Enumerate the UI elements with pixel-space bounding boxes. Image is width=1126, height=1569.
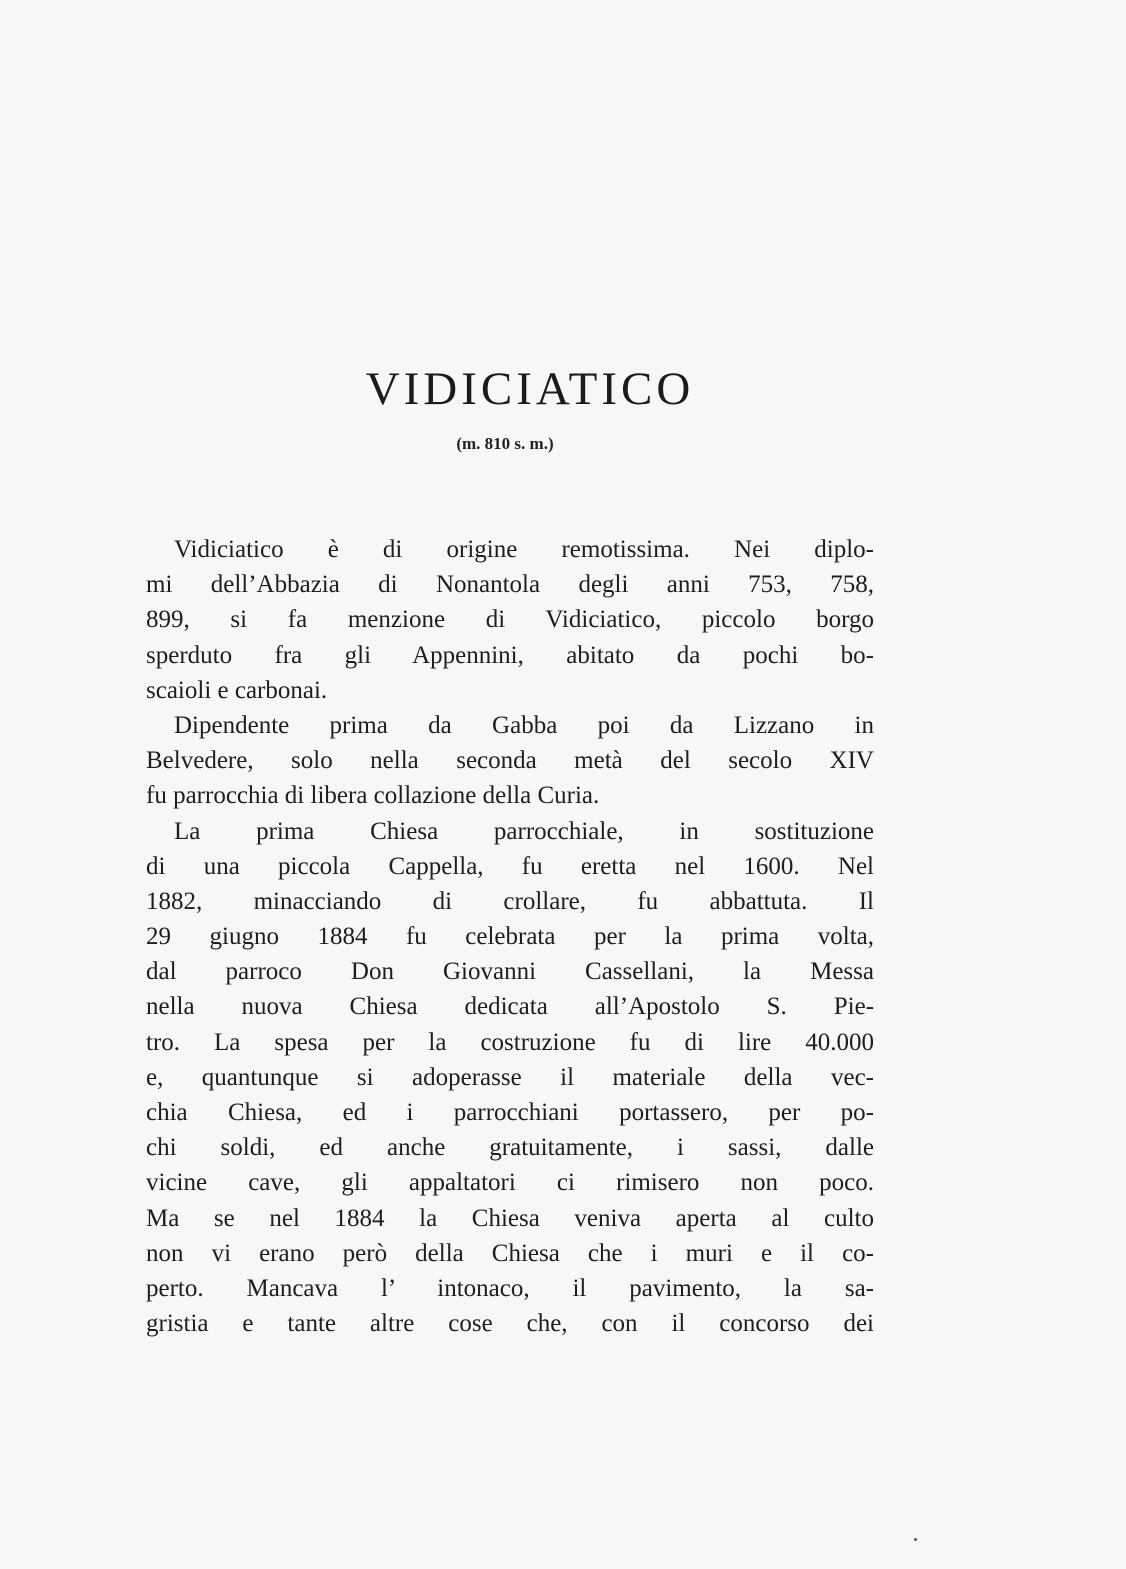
- text-line: vicine cave, gli appaltatori ci rimisero non poco.: [146, 1169, 874, 1197]
- text-line: 29 giugno 1884 fu celebrata per la prima volta,: [146, 923, 874, 951]
- text-line: La prima Chiesa parrocchiale, in sostituzione: [174, 817, 874, 845]
- text-line: fu parrocchia di libera collazione della Curia.: [146, 782, 600, 810]
- text-line: tro. La spesa per la costruzione fu di lire 40.000: [146, 1028, 874, 1056]
- text-line: 1882, minacciando di crollare, fu abbattuta. Il: [146, 887, 874, 915]
- text-line: Belvedere, solo nella seconda metà del secolo XIV: [146, 747, 874, 775]
- text-line: chi soldi, ed anche gratuitamente, i sassi, dalle: [146, 1134, 874, 1162]
- text-line: nella nuova Chiesa dedicata all’Apostolo S. Pie-: [146, 993, 874, 1021]
- text-line: Dipendente prima da Gabba poi da Lizzano in: [174, 711, 874, 739]
- text-line: e, quantunque si adoperasse il materiale della vec-: [146, 1063, 874, 1091]
- text-line: 899, si fa menzione di Vidiciatico, piccolo borgo: [146, 606, 874, 634]
- text-line: non vi erano però della Chiesa che i muri e il co-: [146, 1239, 874, 1267]
- text-line: mi dell’Abbazia di Nonantola degli anni 753, 758,: [146, 571, 874, 599]
- text-line: scaioli e carbonai.: [146, 676, 328, 704]
- page-mark: [914, 1538, 917, 1541]
- page-title: VIDICIATICO: [365, 363, 695, 415]
- text-line: perto. Mancava l’ intonaco, il pavimento, la sa-: [146, 1274, 874, 1302]
- text-line: dal parroco Don Giovanni Cassellani, la Messa: [146, 958, 874, 986]
- text-line: di una piccola Cappella, fu eretta nel 1600. Nel: [146, 852, 874, 880]
- text-line: Vidiciatico è di origine remotissima. Nei diplo-: [174, 536, 874, 563]
- altitude-subtitle: (m. 810 s. m.): [456, 434, 554, 453]
- text-line: gristia e tante altre cose che, con il concorso dei: [146, 1310, 874, 1338]
- text-line: sperduto fra gli Appennini, abitato da pochi bo-: [146, 641, 874, 669]
- text-line: Ma se nel 1884 la Chiesa veniva aperta al culto: [146, 1204, 874, 1232]
- body-text: [146, 532, 874, 1341]
- text-line: chia Chiesa, ed i parrocchiani portassero, per po-: [146, 1099, 874, 1126]
